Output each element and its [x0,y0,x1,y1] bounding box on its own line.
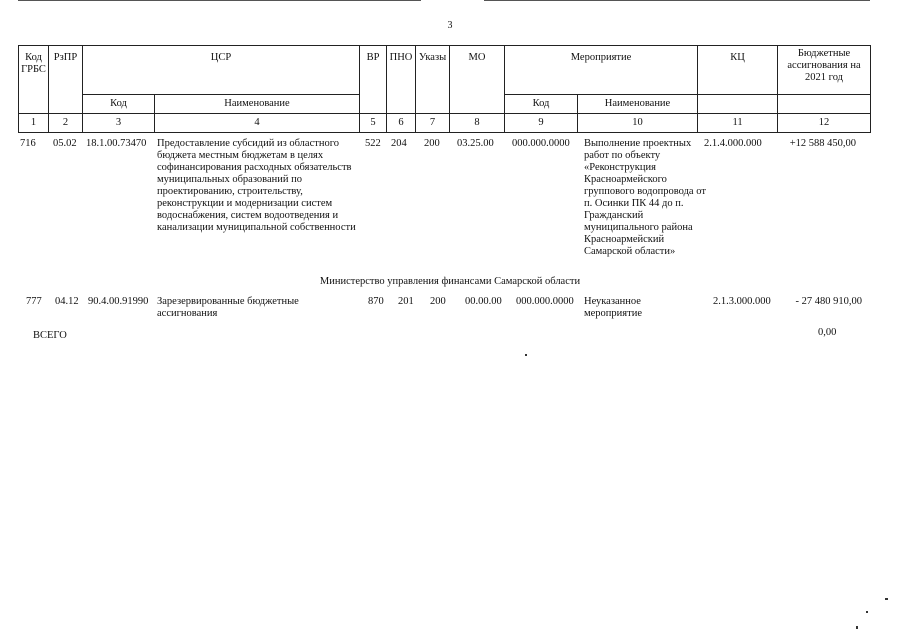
row-vr: 870 [368,296,384,307]
total-value: 0,00 [818,327,837,338]
col-num-12: 12 [778,114,871,133]
header-csr-kod: Код [83,95,155,114]
row-ukazy: 200 [430,296,446,307]
col-num-9: 9 [505,114,578,133]
header-vr: ВР [360,46,387,114]
row-rzpr: 05.02 [53,138,77,149]
col-num-3: 3 [83,114,155,133]
row-grbs: 716 [20,138,36,149]
header-mer-name: Наименование [578,95,698,114]
header-meropriyatie: Мероприятие [505,46,698,95]
top-rule-right [484,0,870,1]
row-mo: 00.00.00 [465,296,502,307]
scan-speck [885,598,888,600]
row-kc: 2.1.4.000.000 [704,138,762,149]
scan-speck [856,626,858,629]
row-kc: 2.1.3.000.000 [713,296,771,307]
header-budget: Бюджетные ассигнования на 2021 год [778,46,871,95]
col-num-4: 4 [155,114,360,133]
row-mo: 03.25.00 [457,138,494,149]
header-rzpr: РзПР [49,46,83,114]
page-number: 3 [447,20,453,31]
row-csr-kod: 90.4.00.91990 [88,296,149,307]
col-num-10: 10 [578,114,698,133]
scan-speck [866,611,868,613]
header-pno: ПНО [387,46,416,114]
section-title: Министерство управления финансами Самарской области [319,276,581,287]
top-rule-left [18,0,421,1]
header-kod-grbs: Код ГРБС [19,46,49,114]
header-kc: КЦ [698,46,778,95]
col-num-6: 6 [387,114,416,133]
row-pno: 201 [398,296,414,307]
row-mer-name: Выполнение проектных работ по объекту «Реконструкция Красноармейского группового водопровода от п. Осинки ПК 44 до п. Гражданский муниципального района Красноармейский Самарской области» [584,138,706,257]
col-num-11: 11 [698,114,778,133]
scan-speck [525,354,527,356]
col-num-8: 8 [450,114,505,133]
col-num-1: 1 [19,114,49,133]
row-amount: - 27 480 910,00 [795,296,862,307]
row-csr-name: Зарезервированные бюджетные ассигнования [157,296,299,319]
row-vr: 522 [365,138,381,149]
row-mer-kod: 000.000.0000 [512,138,570,149]
row-ukazy: 200 [424,138,440,149]
header-csr-name: Наименование [155,95,360,114]
row-csr-name: Предоставление субсидий из областного бюджета местным бюджетам в целях софинансирования расходных обязательств муниципальных образований по проектированию, строительству, реконструкции и модернизации систем водоснабжения, систем водоотведения и канализации муниципальной собственности [157,138,356,233]
row-mer-kod: 000.000.0000 [516,296,574,307]
header-mer-kod: Код [505,95,578,114]
col-num-7: 7 [416,114,450,133]
row-rzpr: 04.12 [55,296,79,307]
row-pno: 204 [391,138,407,149]
header-mo: МО [450,46,505,114]
total-label: ВСЕГО [33,330,67,341]
row-amount: +12 588 450,00 [789,138,856,149]
header-csr: ЦСР [83,46,360,95]
row-mer-name: Неуказанное мероприятие [584,296,642,319]
row-grbs: 777 [26,296,42,307]
header-table [18,45,871,133]
header-kc-empty [698,95,778,114]
header-budget-empty [778,95,871,114]
row-csr-kod: 18.1.00.73470 [86,138,147,149]
col-num-5: 5 [360,114,387,133]
header-ukazy: Указы [416,46,450,114]
col-num-2: 2 [49,114,83,133]
